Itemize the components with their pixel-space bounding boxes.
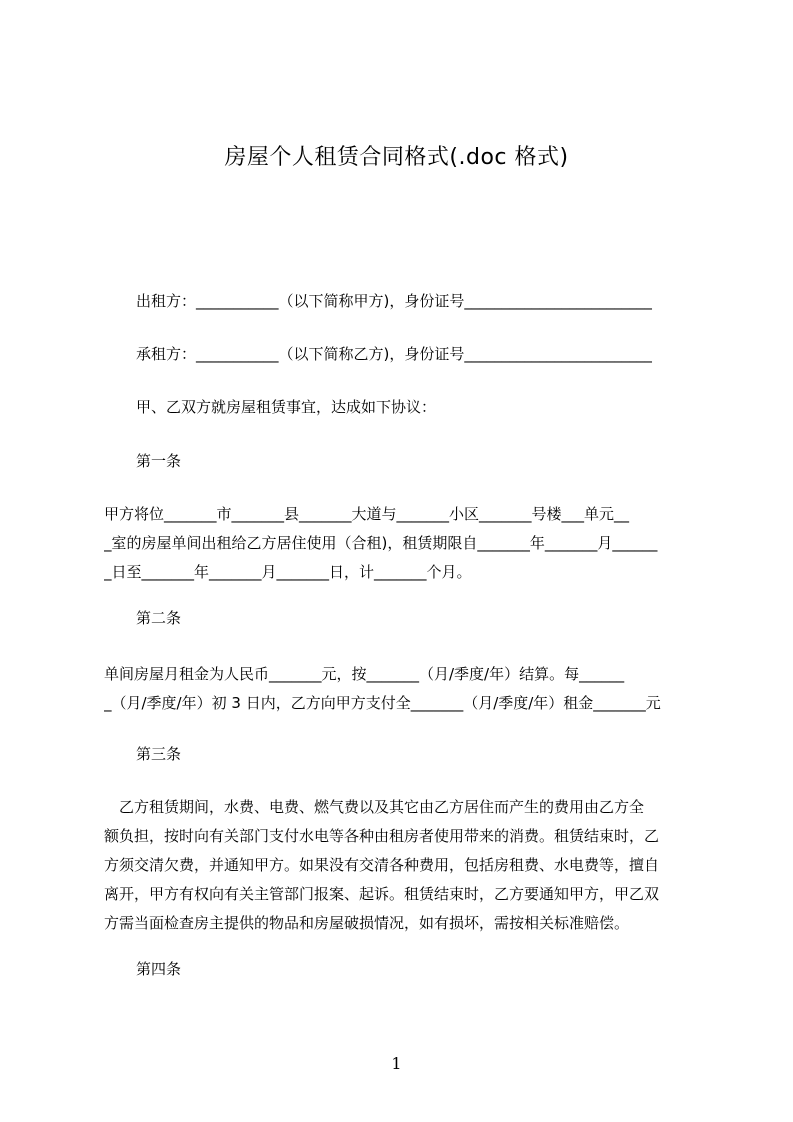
article-2-heading: 第二条 [136, 609, 182, 627]
article-1-heading: 第一条 [136, 452, 182, 470]
article-1-body [104, 500, 700, 587]
article-2-body [104, 660, 700, 718]
article-2-row: 单间房屋月租金为人民币_______元，按_______（月/季度/年）结算。每______ [104, 665, 625, 683]
article-2-row: _（月/季度/年）初 3 日内，乙方向甲方支付全_______（月/季度/年）租金_______元 [104, 694, 661, 712]
lessee-line: 承租方：___________（以下简称乙方)，身份证号_________________________ [136, 345, 652, 363]
article-1-row: _日至_______年_______月_______日，计_______个月。 [104, 563, 472, 581]
article-3-row: 方需当面检查房主提供的物品和房屋破损情况，如有损坏，需按相关标准赔偿。 [104, 914, 630, 932]
article-3-row: 离开，甲方有权向有关主管部门报案、起诉。租赁结束时，乙方要通知甲方，甲乙双 [104, 885, 660, 903]
article-3-body [104, 793, 700, 938]
article-1-row: 甲方将位_______市_______县_______大道与_______小区_______号楼___单元__ [104, 505, 630, 523]
intro-line: 甲、乙双方就房屋租赁事宜，达成如下协议： [136, 398, 437, 416]
page-number: 1 [391, 1054, 402, 1073]
lessor-line: 出租方：___________（以下简称甲方)，身份证号_________________________ [136, 292, 652, 310]
article-4-heading: 第四条 [136, 960, 182, 978]
article-3-row: 额负担，按时向有关部门支付水电等各种由租房者使用带来的消费。租赁结束时，乙 [104, 827, 660, 845]
article-3-heading: 第三条 [136, 745, 182, 763]
article-1-row: _室的房屋单间出租给乙方居住使用（合租)，租赁期限自_______年_______月______ [104, 534, 658, 552]
article-3-row: 方须交清欠费，并通知甲方。如果没有交清各种费用，包括房租费、水电费等，擅自 [104, 856, 660, 874]
document-title: 房屋个人租赁合同格式(.doc 格式) [224, 145, 569, 170]
article-3-row: 乙方租赁期间，水费、电费、燃气费以及其它由乙方居住而产生的费用由乙方全 [104, 798, 645, 816]
